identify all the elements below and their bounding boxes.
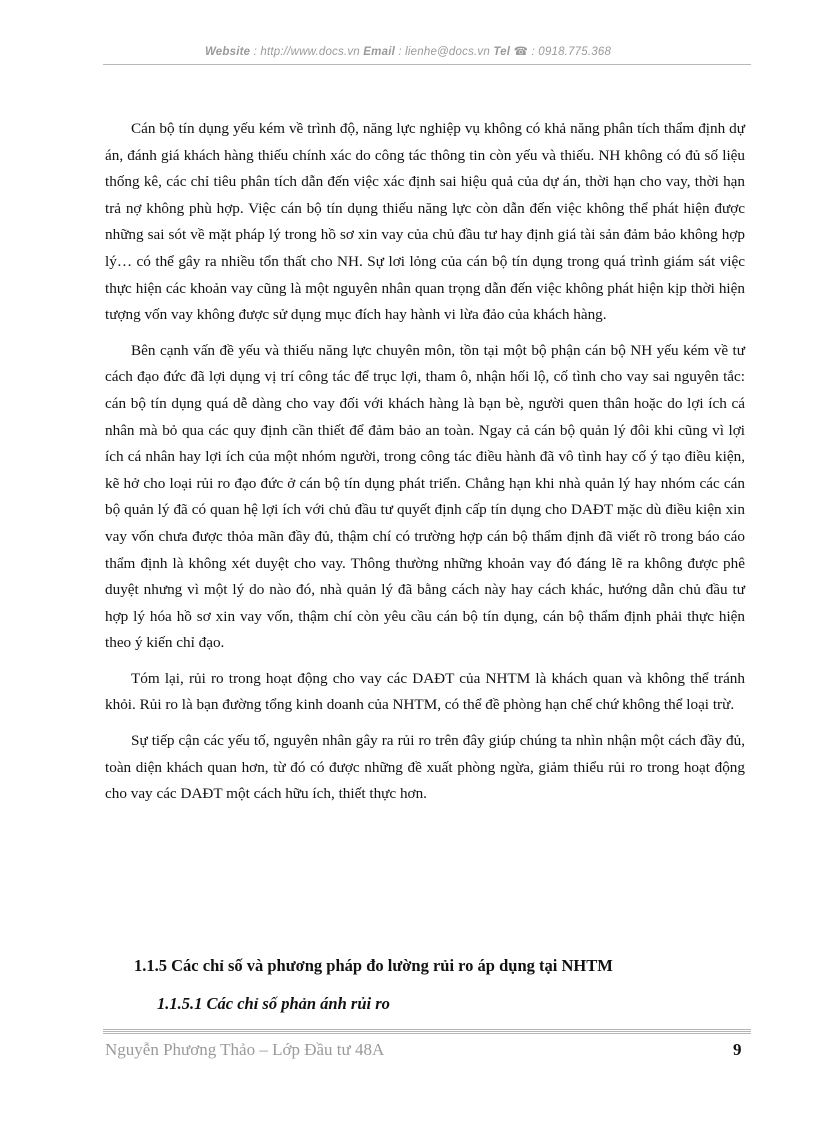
section-heading: 1.1.5 Các chỉ số và phương pháp đo lường rủi ro áp dụng tại NHTM [134, 956, 613, 975]
paragraph: Cán bộ tín dụng yếu kém về trình độ, năng lực nghiệp vụ không có khả năng phân tích thẩm định dự án, đánh giá khách hàng thiếu chính xác do công tác thông tin còn yếu và thiếu. NH không có đủ số liệu thống kê, các chỉ tiêu phân tích dẫn đến việc xác định sai hiệu quả của dự án, thời hạn cho vay, thời hạn trả nợ không phù hợp. Việc cán bộ tín dụng thiếu năng lực còn dẫn đến việc không thể phát hiện được những sai sót về mặt pháp lý trong hồ sơ xin vay của chủ đầu tư hay định giá tài sản đảm bảo không hợp lý… có thể gây ra nhiều tổn thất cho NH. Sự lơi lỏng của cán bộ tín dụng trong quá trình giám sát việc thực hiện các khoản vay cũng là một nguyên nhân quan trọng dẫn đến việc không phát hiện kịp thời hiện tượng vốn vay không được sử dụng mục đích hay hành vi lừa đảo của khách hàng. [105, 120, 745, 324]
header-divider [103, 64, 751, 65]
email-value: : lienhe@docs.vn [394, 46, 494, 58]
paragraph: Sự tiếp cận các yếu tố, nguyên nhân gây ra rủi ro trên đây giúp chúng ta nhìn nhận một cách đầy đủ, toàn diện khách quan hơn, từ đó có được những đề xuất phòng ngừa, giảm thiểu rủi ro trong hoạt động cho vay các DAĐT một cách hữu ích, thiết thực hơn. [105, 732, 745, 803]
paragraph: Tóm lại, rủi ro trong hoạt động cho vay các DAĐT của NHTM là khách quan và không thể tránh khỏi. Rủi ro là bạn đường tổng kinh doanh của NHTM, có thể đề phòng hạn chế chứ không thể loại trừ. [105, 669, 745, 714]
tel-label: Tel [493, 46, 511, 58]
document-body [105, 116, 745, 817]
subsection-heading: 1.1.5.1 Các chỉ số phản ánh rủi ro [157, 994, 390, 1013]
tel-value: : 0918.775.368 [528, 46, 612, 58]
page-number: 9 [733, 1040, 742, 1059]
footer-divider [103, 1029, 751, 1034]
paragraph: Bên cạnh vấn đề yếu và thiếu năng lực chuyên môn, tồn tại một bộ phận cán bộ NH yếu kém về tư cách đạo đức đã lợi dụng vị trí công tác để trục lợi, tham ô, nhận hối lộ, cố tình cho vay sai nguyên tắc: cán bộ tín dụng quá dễ dàng cho vay đối với khách hàng là bạn bè, người quen thân hoặc do lợi ích cá nhân mà bỏ qua các quy định cần thiết để đảm bảo an toàn. Ngay cả cán bộ quản lý đôi khi cũng vì lợi ích cá nhân hay lợi ích của một nhóm người, trong công tác điều hành đã vô tình hay cố ý tạo điều kiện, kẽ hở cho loại rủi ro đạo đức ở cán bộ tín dụng phát triển. Chẳng hạn khi nhà quản lý hay nhóm các cán bộ quản lý đã có quan hệ lợi ích với chủ đầu tư quyết định cấp tín dụng cho DAĐT mặc dù điều kiện xin vay vốn chưa được thỏa mãn đầy đủ, thậm chí có trường hợp cán bộ thẩm định đã viết rõ trong báo cáo thẩm định là không xét duyệt cho vay. Thông thường những khoản vay đó đáng lẽ ra không được phê duyệt nhưng vì một lý do nào đó, nhà quản lý đã bằng cách này hay cách khác, hướng dẫn chủ đầu tư hợp lý hóa hồ sơ xin vay vốn, thậm chí còn yêu cầu cán bộ tín dụng, cán bộ thẩm định phải thực hiện theo ý kiến chỉ đạo. [105, 341, 745, 652]
footer-author: Nguyễn Phương Thảo – Lớp Đầu tư 48A [105, 1040, 385, 1059]
phone-icon: ☎ [513, 46, 529, 58]
website-value: : http://www.docs.vn [250, 46, 364, 58]
page-header [0, 44, 816, 58]
email-label: Email [363, 46, 395, 58]
website-label: Website [204, 46, 251, 58]
